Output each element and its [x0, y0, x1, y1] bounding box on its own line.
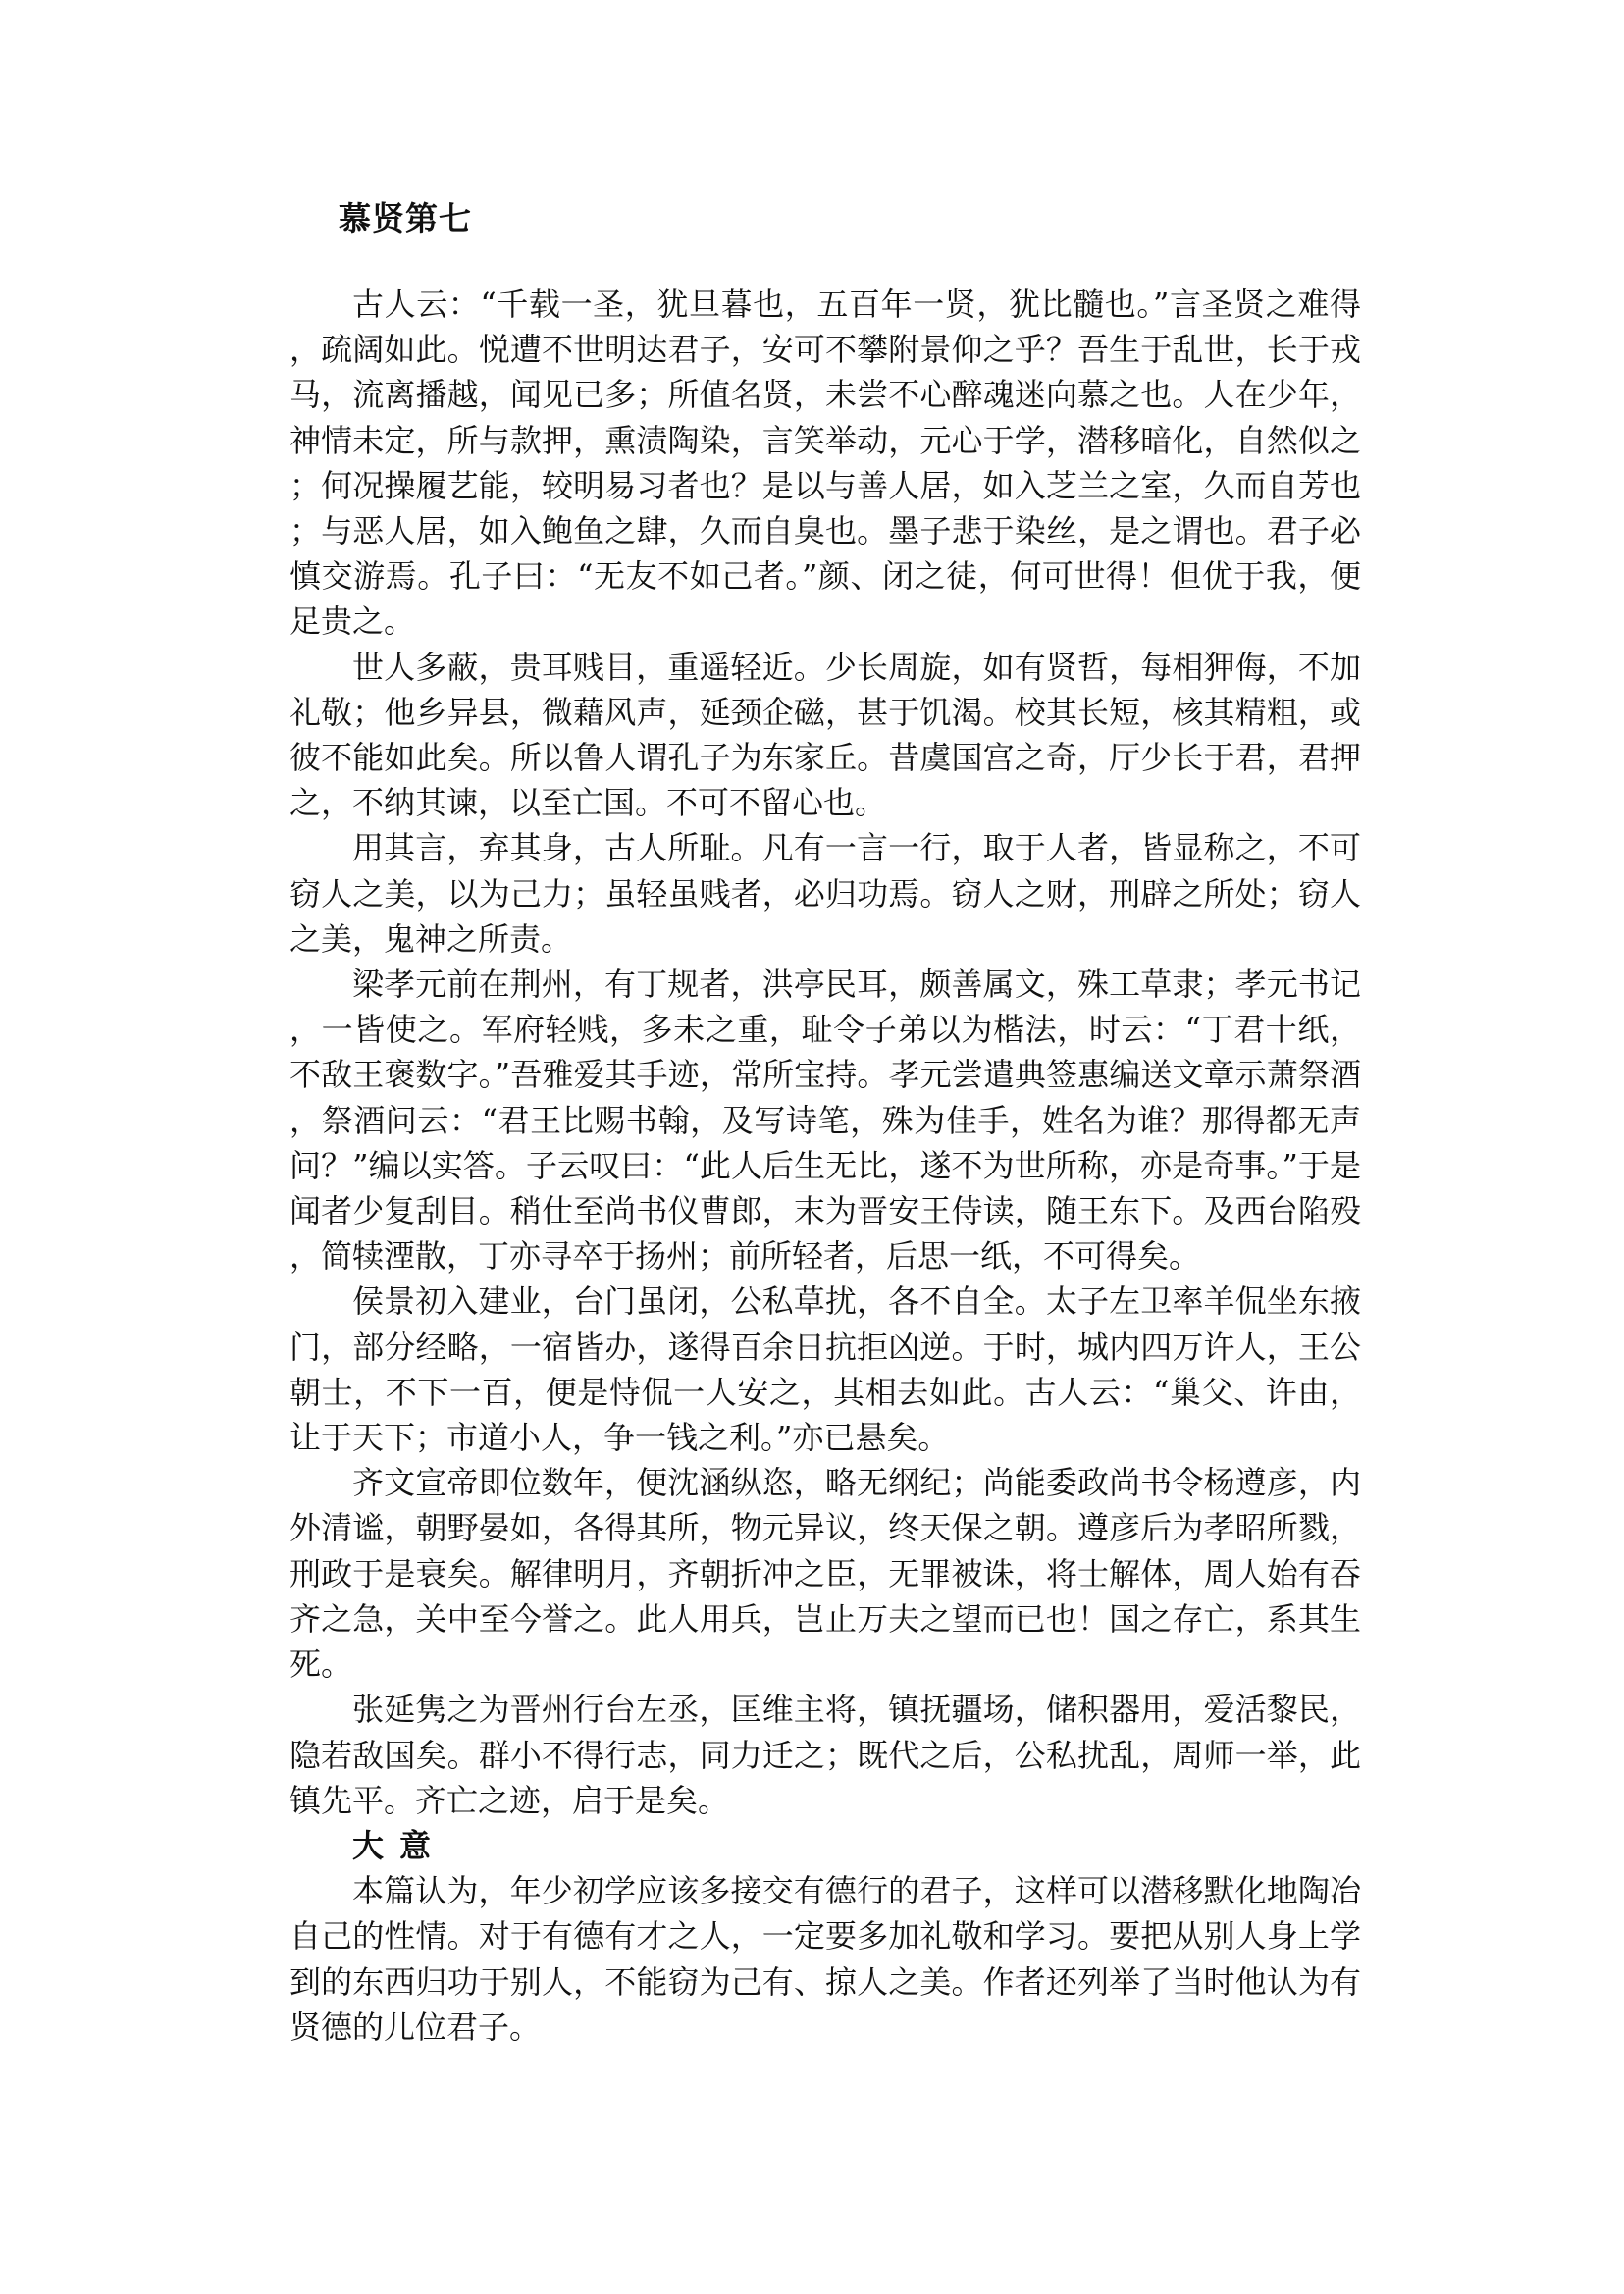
paragraph: 世人多蔽，贵耳贱目，重遥轻近。少长周旋，如有贤哲，每相狎侮，不加礼敬；他乡异县，微藉风声，延颈企磁，甚于饥渴。校其长短，核其精粗，或彼不能如此矣。所以鲁人谓孔子为东家丘。昔虞国宫之奇，厅少长于君，君押之，不纳其谏，以至亡国。不可不留心也。: [289, 648, 1361, 822]
summary-heading: 大意: [352, 1826, 447, 1864]
page-content: [289, 191, 1361, 2050]
summary-paragraph: 本篇认为，年少初学应该多接交有德行的君子，这样可以潜移默化地陶冶自己的性情。对于有德有才之人，一定要多加礼敬和学习。要把从别人身上学到的东西归功于别人，不能窃为己有、掠人之美。作者还列举了当时他认为有贤德的儿位君子。: [289, 1872, 1361, 2046]
paragraph: 用其言，弃其身，古人所耻。凡有一言一行，取于人者，皆显称之，不可窃人之美，以为己力；虽轻虽贱者，必归功焉。窃人之财，刑辟之所处；窃人之美，鬼神之所责。: [289, 829, 1361, 958]
paragraph: 张延隽之为晋州行台左丞，匡维主将，镇抚疆场，储积器用，爱活黎民，隐若敌国矣。群小不得行志，同力迁之；既代之后，公私扰乱，周师一举，此镇先平。齐亡之迹，启于是矣。: [289, 1691, 1361, 1819]
paragraph: 古人云：“千载一圣，犹旦暮也，五百年一贤，犹比髓也。”言圣贤之难得，疏阔如此。悦遭不世明达君子，安可不攀附景仰之乎？吾生于乱世，长于戎马，流离播越，闻见已多；所值名贤，未尝不心醉魂迷向慕之也。人在少年，神情未定，所与款押，熏渍陶染，言笑举动，元心于学，潜移暗化，自然似之；何况操履艺能，较明易习者也？是以与善人居，如入芝兰之室，久而自芳也；与恶人居，如入鲍鱼之肆，久而自臭也。墨子悲于染丝，是之谓也。君子必慎交游焉。孔子曰：“无友不如己者。”颜、闭之徒，何可世得！但优于我，便足贵之。: [289, 286, 1361, 641]
chapter-title: 慕贤第七: [339, 199, 472, 237]
document-body: [289, 282, 1361, 2050]
paragraph: 梁孝元前在荆州，有丁规者，洪亭民耳，颇善属文，殊工草隶；孝元书记，一皆使之。军府轻贱，多未之重，耻令子弟以为楷法，时云：“丁君十纸，不敌王褒数字。”吾雅爱其手迹，常所宝持。孝元尝遣典签惠编送文章示萧祭酒，祭酒问云：“君王比赐书翰，及写诗笔，殊为佳手，姓名为谁？那得都无声问？”编以实答。子云叹曰：“此人后生无比，遂不为世所称，亦是奇事。”于是闻者少复刮目。稍仕至尚书仪曹郎，末为晋安王侍读，随王东下。及西台陷殁，简犊湮散，丁亦寻卒于扬州；前所轻者，后思一纸，不可得矣。: [289, 965, 1361, 1276]
paragraph: 齐文宣帝即位数年，便沈涵纵恣，略无纲纪；尚能委政尚书令杨遵彦，内外清谧，朝野晏如，各得其所，物元异议，终天保之朝。遵彦后为孝昭所戮，刑政于是衰矣。解律明月，齐朝折冲之臣，无罪被诛，将士解体，周人始有吞齐之急，关中至今誉之。此人用兵，岂止万夫之望而已也！国之存亡，系其生死。: [289, 1464, 1361, 1684]
paragraph: 侯景初入建业，台门虽闭，公私草扰，各不自全。太子左卫率羊侃坐东掖门，部分经略，一宿皆办，遂得百余日抗拒凶逆。于时，城内四万许人，王公朝士，不下一百，便是恃侃一人安之，其相去如此。古人云：“巢父、许由，让于天下；市道小人，争一钱之利。”亦已悬矣。: [289, 1282, 1361, 1457]
